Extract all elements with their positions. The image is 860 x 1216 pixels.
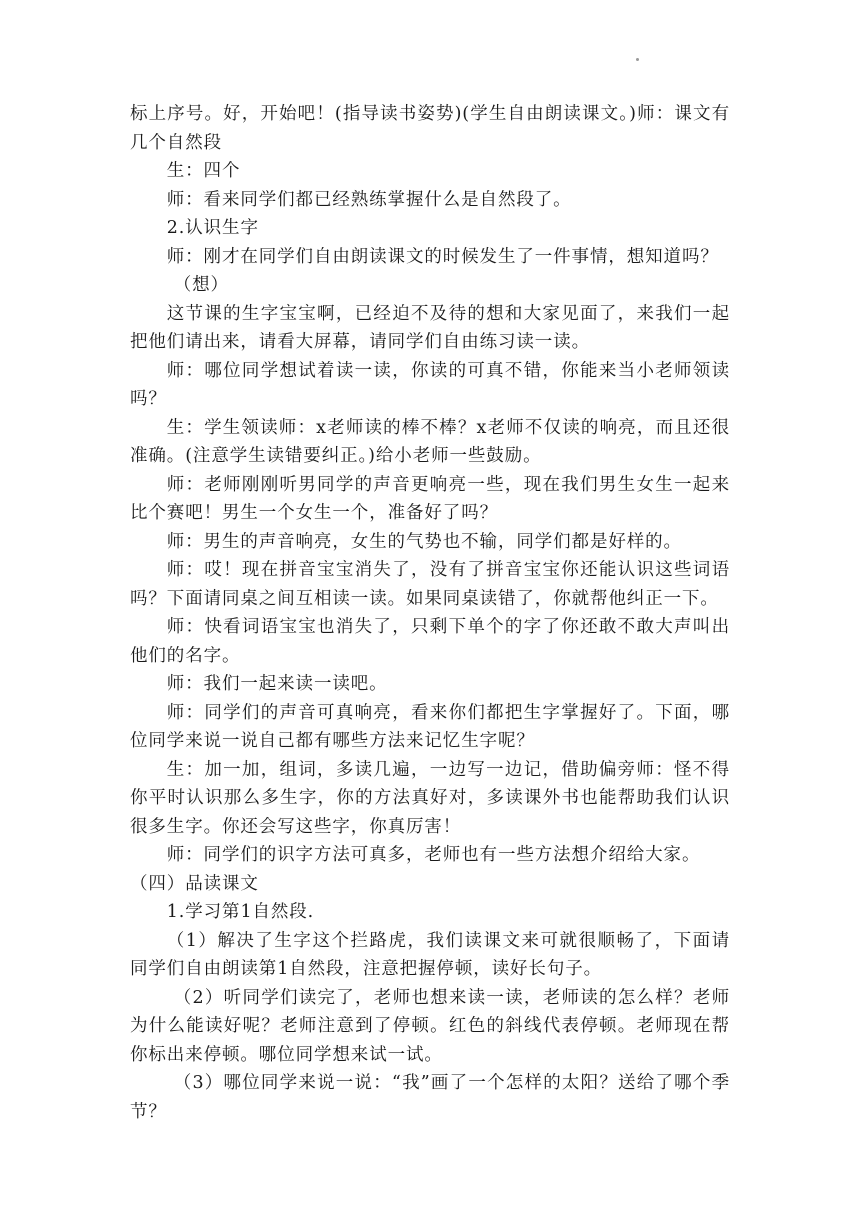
paragraph: 师：同学们的识字方法可真多，老师也有一些方法想介绍给大家。 <box>166 845 701 865</box>
document-body <box>130 100 730 1126</box>
paragraph: 这节课的生字宝宝啊，已经迫不及待的想和大家见面了，来我们一起把他们请出来，请看大屏幕，请同学们自由练习读一读。 <box>130 303 730 352</box>
paragraph: 师：哎！现在拼音宝宝消失了，没有了拼音宝宝你还能认识这些词语吗？下面请同桌之间互相读一读。如果同桌读错了，你就帮他纠正一下。 <box>130 560 730 609</box>
paragraph: 师：快看词语宝宝也消失了，只剩下单个的字了你还敢不敢大声叫出他们的名字。 <box>130 617 730 666</box>
paragraph: 师：刚才在同学们自由朗读课文的时候发生了一件事情，想知道吗？ <box>166 246 719 267</box>
paragraph: 师：我们一起来读一读吧。 <box>166 674 388 694</box>
page-corner-mark <box>636 58 639 61</box>
paragraph: 标上序号。好，开始吧！(指导读书姿势)(学生自由朗读课文。)师：课文有几个自然段 <box>130 104 730 153</box>
paragraph: （3）哪位同学来说一说：“我”画了一个怎样的太阳？送给了哪个季节？ <box>130 1073 730 1122</box>
paragraph: 师：老师刚刚听男同学的声音更响亮一些，现在我们男生女生一起来比个赛吧！男生一个女生一个，准备好了吗？ <box>130 474 730 523</box>
paragraph: 1.学习第1自然段. <box>166 902 315 922</box>
paragraph: 师：男生的声音响亮，女生的气势也不输，同学们都是好样的。 <box>166 531 682 552</box>
paragraph: 师：哪位同学想试着读一读，你读的可真不错，你能来当小老师领读吗？ <box>130 360 730 409</box>
paragraph: 生：加一加，组词，多读几遍，一边写一边记，借助偏旁师：怪不得你平时认识那么多生字，你的方法真好对，多读课外书也能帮助我们认识很多生字。你还会写这些字，你真厉害！ <box>130 759 730 837</box>
paragraph: （想） <box>173 275 229 295</box>
paragraph: （四）品读课文 <box>130 873 259 894</box>
paragraph: （1）解决了生字这个拦路虎，我们读课文来可就很顺畅了，下面请同学们自由朗读第1自然段，注意把握停顿，读好长句子。 <box>130 930 730 979</box>
paragraph: 师：同学们的声音可真响亮，看来你们都把生字掌握好了。下面，哪位同学来说一说自己都有哪些方法来记忆生字呢？ <box>130 702 730 751</box>
paragraph: 2.认识生字 <box>166 218 259 238</box>
paragraph: 师：看来同学们都已经熟练掌握什么是自然段了。 <box>166 189 572 210</box>
paragraph: 生：四个 <box>166 161 241 181</box>
paragraph: 生：学生领读师：x老师读的棒不棒？x老师不仅读的响亮，而且还很准确。(注意学生读错要纠正。)给小老师一些鼓励。 <box>130 417 730 466</box>
paragraph: （2）听同学们读完了，老师也想来读一读，老师读的怎么样？老师为什么能读好呢？老师注意到了停顿。红色的斜线代表停顿。老师现在帮你标出来停顿。哪位同学想来试一试。 <box>130 987 730 1065</box>
